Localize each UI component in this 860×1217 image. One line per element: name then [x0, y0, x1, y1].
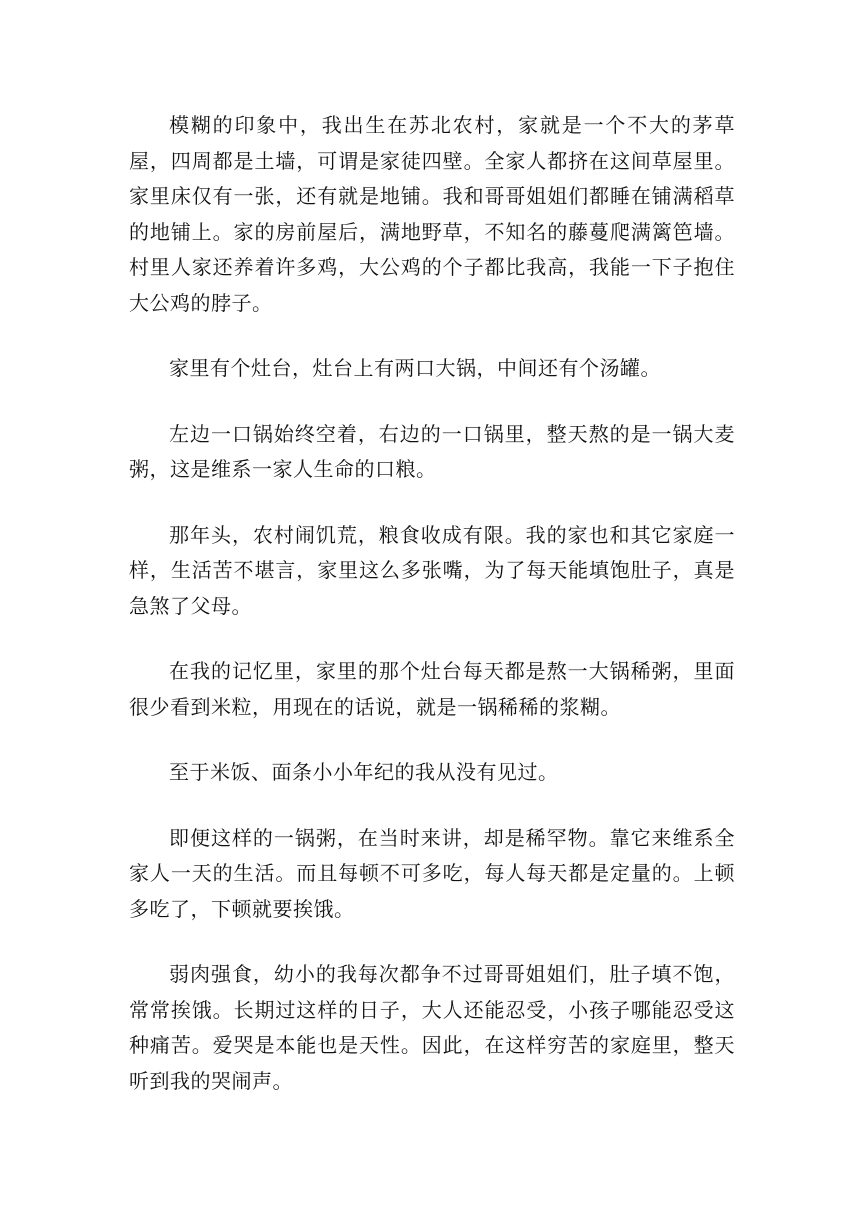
paragraph-1: 模糊的印象中，我出生在苏北农村，家就是一个不大的茅草屋，四周都是土墙，可谓是家徒四壁。全家人都挤在这间草屋里。家里床仅有一张，还有就是地铺。我和哥哥姐姐们都睡在铺满稻草的地铺上。家的房前屋后，满地野草，不知名的藤蔓爬满篱笆墙。村里人家还养着许多鸡，大公鸡的个子都比我高，我能一下子抱住大公鸡的脖子。 — [129, 113, 735, 315]
paragraph-4: 那年头，农村闹饥荒，粮食收成有限。我的家也和其它家庭一样，生活苦不堪言，家里这么多张嘴，为了每天能填饱肚子，真是急煞了父母。 — [129, 522, 735, 618]
paragraph-6: 至于米饭、面条小小年纪的我从没有见过。 — [169, 760, 559, 784]
paragraph-7: 即便这样的一锅粥，在当时来讲，却是稀罕物。靠它来维系全家人一天的生活。而且每顿不可多吃，每人每天都是定量的。上顿多吃了，下顿就要挨饿。 — [129, 825, 735, 921]
paragraph-3: 左边一口锅始终空着，右边的一口锅里，整天熬的是一锅大麦粥，这是维系一家人生命的口粮。 — [129, 421, 735, 481]
paragraph-5: 在我的记忆里，家里的那个灶台每天都是熬一大锅稀粥，里面很少看到米粒，用现在的话说，就是一锅稀稀的浆糊。 — [129, 659, 735, 719]
paragraph-2: 家里有个灶台，灶台上有两口大锅，中间还有个汤罐。 — [169, 356, 661, 380]
document-body — [129, 108, 735, 1129]
paragraph-8: 弱肉强食，幼小的我每次都争不过哥哥姐姐们，肚子填不饱，常常挨饿。长期过这样的日子，大人还能忍受，小孩子哪能忍受这种痛苦。爱哭是本能也是天性。因此，在这样穷苦的家庭里，整天听到我的哭闹声。 — [129, 962, 735, 1093]
